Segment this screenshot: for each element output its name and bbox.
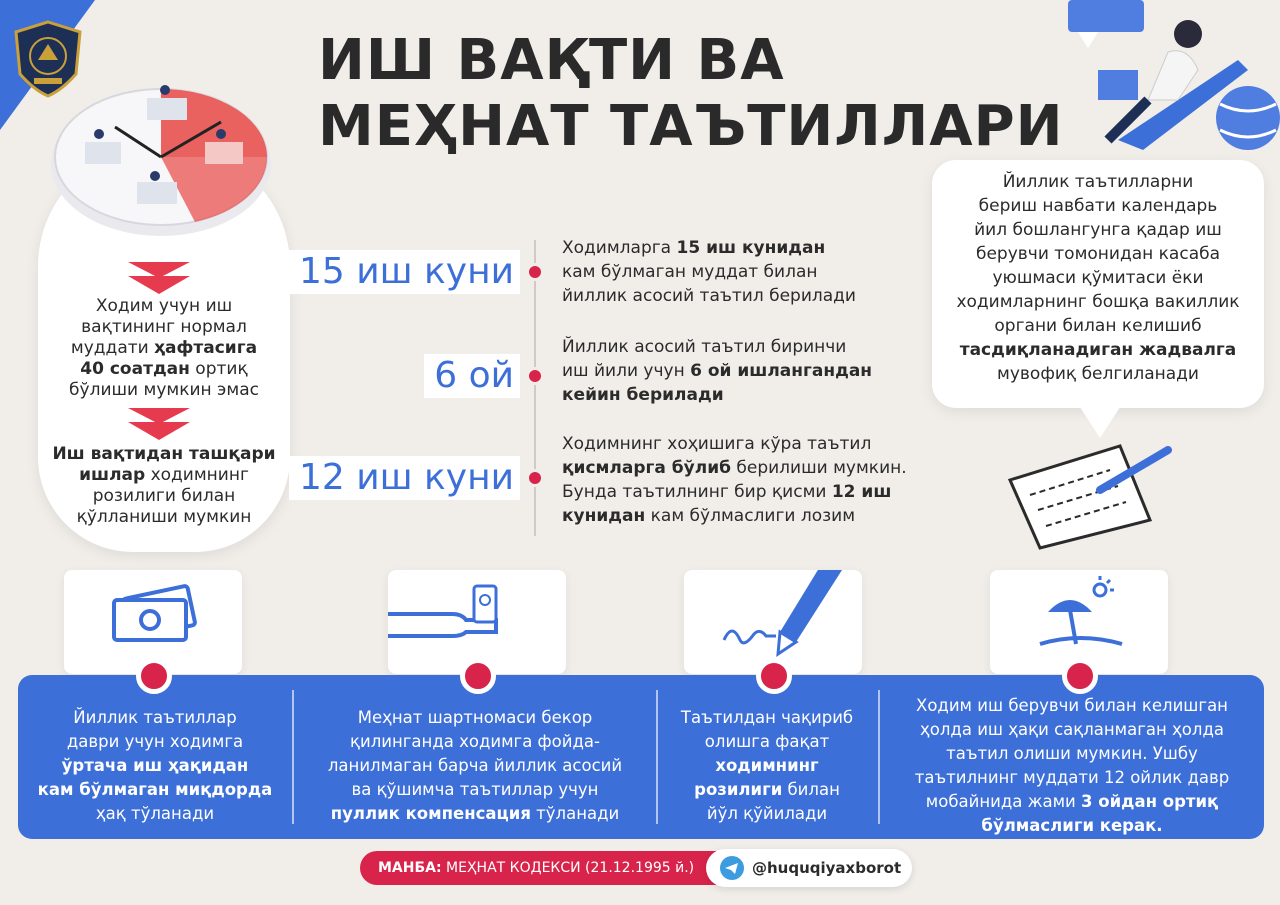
down-arrow-icon xyxy=(128,262,190,294)
info-column-3: Таътилдан чақириб олишга фақат ходимнинг розилиги билан йўл қўйилади xyxy=(680,708,854,823)
column-divider xyxy=(656,690,658,824)
down-arrow-icon xyxy=(128,408,190,440)
bullet-dot xyxy=(460,658,496,694)
column-divider xyxy=(878,690,880,824)
timeline-dot xyxy=(526,469,544,487)
clock-office-illustration xyxy=(45,72,277,242)
telegram-handle-link[interactable] xyxy=(706,849,912,887)
left-text-block-1: Ходим учун иш вақтининг нормал муддати ҳафтасига 40 соатдан ортиқ бўлиши мумкин эмас xyxy=(69,296,259,400)
page-title: ИШ ВАҚТИ ВА МЕҲНАТ ТАЪТИЛЛАРИ xyxy=(318,28,1064,160)
vacation-schedule-note: Йиллик таътилларни бериш навбати календарь йил бошлангунга қадар иш берувчи томонидан касаба уюшмаси қўмитаси ёки ходимларнинг бошқа вакиллик органи билан келишиб тасдиқланадиган жадвалга мувофиқ белгиланади xyxy=(932,160,1264,408)
column-divider xyxy=(292,690,294,824)
info-column-4: Ходим иш берувчи билан келишган ҳолда иш ҳақи сақланмаган ҳолда таътил олиши мумкин. Ушбу таътилнинг муддати 12 ойлик давр мобайнида жами 3 ойдан ортиқ бўлмаслиги керак. xyxy=(914,696,1230,835)
timeline-text: Ходимнинг хоҳишига кўра таътил қисмларга бўлиб берилиши мумкин. Бунда таътилнинг бир қисми 12 иш кунидан кам бўлмаслиги лозим xyxy=(562,434,907,526)
timeline-text: Ходимларга 15 иш кунидан кам бўлмаган муддат билан йиллик асосий таътил берилади xyxy=(562,238,856,306)
source-label: МАНБА: МЕҲНАТ КОДЕКСИ (21.12.1995 й.) xyxy=(360,851,716,885)
telegram-icon xyxy=(720,856,744,880)
left-text-block-2: Иш вақтидан ташқари ишлар ходимнинг розилиги билан қўлланиши мумкин xyxy=(52,444,276,527)
clipboard-checklist-icon xyxy=(1000,440,1180,550)
timeline-line xyxy=(534,240,536,536)
handle-text: @huquqiyaxborot xyxy=(752,859,902,877)
timeline-label: 15 иш куни xyxy=(289,250,520,294)
info-column-1: Йиллик таътиллар даври учун ходимга ўртача иш ҳақидан кам бўлмаган миқдорда ҳақ тўланади xyxy=(37,708,273,823)
bullet-dot xyxy=(1062,658,1098,694)
timeline-label: 12 иш куни xyxy=(289,456,520,500)
bullet-dot xyxy=(136,658,172,694)
bubble-tail xyxy=(1078,404,1122,438)
relaxing-person-illustration xyxy=(1048,0,1280,160)
bullet-dot xyxy=(756,658,792,694)
timeline-dot xyxy=(526,367,544,385)
timeline-label: 6 ой xyxy=(424,354,520,398)
timeline-dot xyxy=(526,263,544,281)
timeline-text: Йиллик асосий таътил биринчи иш йили учун 6 ой ишлангандан кейин берилади xyxy=(562,337,873,405)
info-column-2: Меҳнат шартномаси бекор қилинганда ходимга фойда- ланилмаган барча йиллик асосий ва қўшимча таътиллар учун пуллик компенсация тўланади xyxy=(327,708,623,823)
